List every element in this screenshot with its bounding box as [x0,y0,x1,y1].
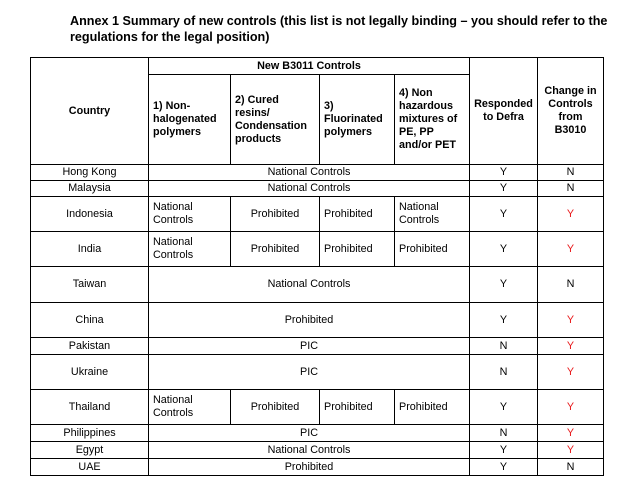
controls-cell: National Controls [149,390,231,425]
change-cell: Y [538,303,604,338]
header-col-3: 3) Fluorinated polymers [320,75,395,165]
country-cell: China [31,303,149,338]
header-country: Country [31,58,149,165]
responded-cell: Y [470,390,538,425]
table-row [31,459,604,476]
controls-cell: PIC [149,355,470,390]
controls-cell: Prohibited [231,232,320,267]
controls-cell: National Controls [149,442,470,459]
table-row [31,425,604,442]
table-row [31,232,604,267]
table-row [31,355,604,390]
table-row [31,267,604,303]
country-cell: Taiwan [31,267,149,303]
header-new-controls: New B3011 Controls [149,58,470,75]
table-row [31,338,604,355]
country-cell: Ukraine [31,355,149,390]
country-cell: Pakistan [31,338,149,355]
header-col-2: 2) Cured resins/ Condensation products [231,75,320,165]
table-row [31,165,604,181]
table-row [31,197,604,232]
responded-cell: N [470,338,538,355]
responded-cell: Y [470,197,538,232]
header-change: Change in Controls from B3010 [538,58,604,165]
controls-cell: Prohibited [320,197,395,232]
annex-heading: Annex 1 Summary of new controls (this list is not legally binding – you should refer to the regulations for the legal position) [70,14,608,44]
change-cell: Y [538,338,604,355]
change-cell: Y [538,197,604,232]
controls-cell: Prohibited [149,459,470,476]
change-cell: Y [538,232,604,267]
change-cell: N [538,181,604,197]
controls-cell: Prohibited [320,232,395,267]
controls-cell: Prohibited [149,303,470,338]
change-cell: Y [538,425,604,442]
responded-cell: Y [470,181,538,197]
change-cell: N [538,165,604,181]
country-cell: Malaysia [31,181,149,197]
controls-cell: PIC [149,425,470,442]
table-row [31,442,604,459]
responded-cell: N [470,425,538,442]
controls-summary-table [30,57,604,476]
controls-cell: Prohibited [231,197,320,232]
controls-cell: National Controls [149,165,470,181]
controls-cell: Prohibited [231,390,320,425]
change-cell: Y [538,442,604,459]
responded-cell: Y [470,232,538,267]
table-row [31,390,604,425]
change-cell: Y [538,390,604,425]
controls-cell: Prohibited [320,390,395,425]
controls-cell: Prohibited [395,390,470,425]
header-row-group [31,58,604,75]
change-cell: N [538,459,604,476]
responded-cell: N [470,355,538,390]
controls-cell: National Controls [149,181,470,197]
country-cell: Thailand [31,390,149,425]
country-cell: Philippines [31,425,149,442]
table-row [31,303,604,338]
responded-cell: Y [470,442,538,459]
country-cell: Hong Kong [31,165,149,181]
country-cell: Egypt [31,442,149,459]
header-col-1: 1) Non-halogenated polymers [149,75,231,165]
table-row [31,181,604,197]
change-cell: Y [538,355,604,390]
country-cell: India [31,232,149,267]
controls-cell: Prohibited [395,232,470,267]
change-cell: N [538,267,604,303]
header-col-4: 4) Non hazardous mixtures of PE, PP and/or PET [395,75,470,165]
responded-cell: Y [470,165,538,181]
controls-cell: National Controls [395,197,470,232]
responded-cell: Y [470,267,538,303]
controls-cell: PIC [149,338,470,355]
responded-cell: Y [470,303,538,338]
responded-cell: Y [470,459,538,476]
country-cell: Indonesia [31,197,149,232]
controls-cell: National Controls [149,232,231,267]
header-responded: Responded to Defra [470,58,538,165]
controls-cell: National Controls [149,267,470,303]
controls-cell: National Controls [149,197,231,232]
country-cell: UAE [31,459,149,476]
